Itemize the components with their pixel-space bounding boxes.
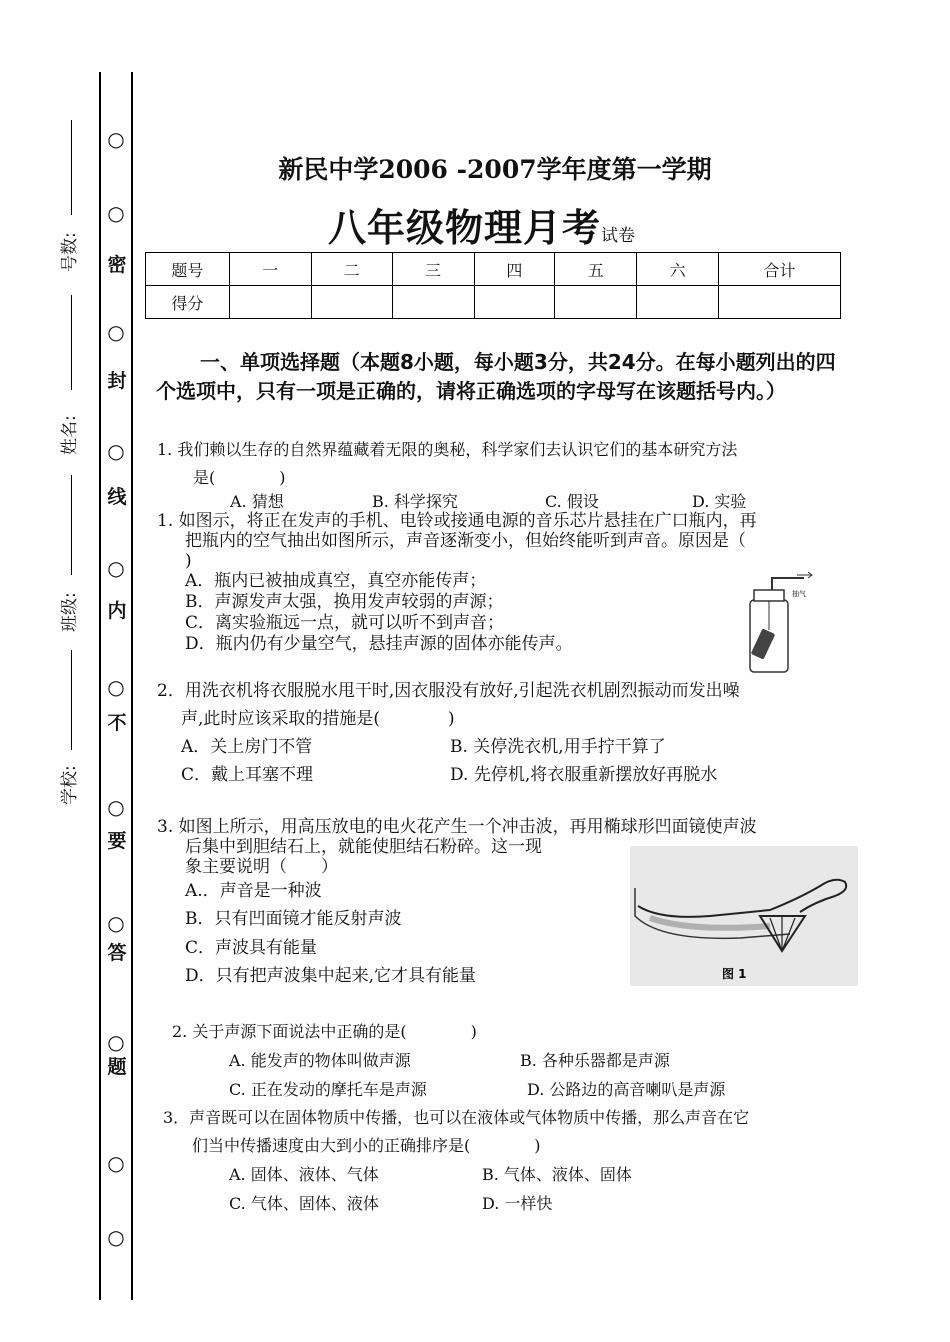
option: A.．声音是一种波 <box>185 881 322 901</box>
question-stem: 1. 如图示，将正在发声的手机、电铃或接通电源的音乐芯片悬挂在广口瓶内，再 <box>157 511 757 531</box>
option: A. 猜想 <box>230 492 284 511</box>
school-label: 学校: <box>60 765 80 805</box>
option: D. 一样快 <box>482 1194 553 1213</box>
table-cell: 题号 <box>146 253 230 286</box>
figure-label: 抽气 <box>792 590 806 598</box>
score-input-cell[interactable] <box>229 286 311 319</box>
option: D. 公路边的高音喇叭是声源 <box>527 1080 726 1099</box>
binding-circle: ○ <box>107 439 125 463</box>
question-stem: 1. 我们赖以生存的自然界蕴藏着无限的奥秘，科学家们去认识它们的基本研究方法 <box>157 440 738 459</box>
binding-circle: ○ <box>107 1151 125 1175</box>
question-stem: 2．用洗衣机将衣服脱水甩干时,因衣服没有放好,引起洗衣机剧烈振动而发出噪 <box>157 681 740 701</box>
exam-title-suffix: 试卷 <box>601 226 636 246</box>
option: D．瓶内仍有少量空气，悬挂声源的固体亦能传声。 <box>185 634 573 654</box>
class-label: 班级: <box>60 592 80 632</box>
option: B. 科学探究 <box>372 492 458 511</box>
question-stem-cont: 后集中到胆结石上，就能使胆结石粉碎。这一现 <box>185 837 542 857</box>
name-label: 姓名: <box>60 415 80 455</box>
binding-circle: ○ <box>107 1030 125 1054</box>
question-stem-cont: 声,此时应该采取的措施是( ) <box>181 709 455 729</box>
score-input-cell[interactable] <box>719 286 841 319</box>
binding-circle: ○ <box>107 1225 125 1249</box>
table-row <box>146 286 841 319</box>
binding-circle: ○ <box>107 795 125 819</box>
binding-line-right <box>131 72 133 1300</box>
lithotripsy-figure <box>630 846 858 986</box>
score-input-cell[interactable] <box>311 286 392 319</box>
table-cell: 二 <box>311 253 392 286</box>
score-input-cell[interactable] <box>392 286 474 319</box>
seal-char: 答 <box>107 942 127 964</box>
option: C. 气体、固体、液体 <box>229 1194 379 1213</box>
seal-char: 内 <box>107 600 127 622</box>
binding-line-left <box>99 72 101 1300</box>
school-term-title: 新民中学2006 -2007学年度第一学期 <box>278 155 712 184</box>
question-stem-cont: 象主要说明（ ） <box>185 857 338 877</box>
table-cell: 得分 <box>146 286 230 319</box>
seal-char: 不 <box>107 712 127 734</box>
option: A．瓶内已被抽成真空，真空亦能传声； <box>185 571 487 591</box>
option: A. 固体、液体、气体 <box>229 1165 379 1184</box>
question-stem-cont: 们当中传播速度由大到小的正确排序是( ) <box>192 1136 541 1155</box>
score-input-cell[interactable] <box>474 286 555 319</box>
option: D. 实验 <box>692 492 747 511</box>
question-stem: 3．声音既可以在固体物质中传播，也可以在液体或气体物质中传播，那么声音在它 <box>163 1108 750 1127</box>
option: C．戴上耳塞不理 <box>181 765 314 785</box>
seal-char: 线 <box>107 486 127 508</box>
question-stem: 3. 如图上所示，用高压放电的电火花产生一个冲击波，再用椭球形凹面镜使声波 <box>157 817 757 837</box>
question-stem-cont: 把瓶内的空气抽出如图所示，声音逐渐变小，但始终能听到声音。原因是（ <box>185 531 746 551</box>
question-stem-cont: 是( ) <box>193 468 286 487</box>
number-label: 号数: <box>60 232 80 272</box>
option: C. 正在发动的摩托车是声源 <box>229 1080 427 1099</box>
table-cell: 三 <box>392 253 474 286</box>
table-row <box>146 253 841 286</box>
binding-circle: ○ <box>107 320 125 344</box>
option: C. 假设 <box>545 492 599 511</box>
binding-circle: ○ <box>107 911 125 935</box>
table-cell: 四 <box>474 253 555 286</box>
binding-circle: ○ <box>107 675 125 699</box>
option: C．声波具有能量 <box>185 938 318 958</box>
question-stem: 2. 关于声源下面说法中正确的是( ) <box>172 1022 477 1041</box>
option: D．只有把声波集中起来,它才具有能量 <box>185 966 477 986</box>
option: B. 各种乐器都是声源 <box>520 1051 670 1070</box>
figure-caption: 图 1 <box>722 967 747 981</box>
table-cell: 五 <box>555 253 637 286</box>
binding-circle: ○ <box>107 201 125 225</box>
table-cell: 合计 <box>719 253 841 286</box>
score-table <box>145 252 841 319</box>
option: C．离实验瓶远一点，就可以听不到声音； <box>185 613 505 633</box>
seal-char: 题 <box>107 1056 127 1078</box>
table-cell: 一 <box>229 253 311 286</box>
option: B. 气体、液体、固体 <box>482 1165 632 1184</box>
option: A．关上房门不管 <box>181 737 313 757</box>
binding-circle: ○ <box>107 127 125 151</box>
seal-char: 封 <box>107 370 127 392</box>
section-heading: 一、单项选择题（本题8小题，每小题3分，共24分。在每小题列出的四个选项中，只有一项是正确的，请将正确选项的字母写在该题括号内。） <box>156 350 836 403</box>
exam-title-main: 八年级物理月考 <box>328 206 602 250</box>
bell-jar-figure <box>742 572 824 676</box>
score-input-cell[interactable] <box>555 286 637 319</box>
class-write-line <box>71 475 72 575</box>
school-write-line <box>71 650 72 750</box>
option: B．只有凹面镜才能反射声波 <box>185 909 402 929</box>
name-write-line <box>71 295 72 390</box>
seal-char: 密 <box>107 254 127 276</box>
binding-circle: ○ <box>107 556 125 580</box>
exam-title <box>328 197 635 252</box>
table-cell: 六 <box>637 253 719 286</box>
option: B．声源发声太强，换用发声较弱的声源； <box>185 592 504 612</box>
option: B. 关停洗衣机,用手拧干算了 <box>450 737 666 757</box>
option: D. 先停机,将衣服重新摆放好再脱水 <box>450 765 718 785</box>
question-stem-cont: ) <box>185 551 192 571</box>
seal-char: 要 <box>107 830 127 852</box>
score-input-cell[interactable] <box>637 286 719 319</box>
option: A. 能发声的物体叫做声源 <box>229 1051 411 1070</box>
